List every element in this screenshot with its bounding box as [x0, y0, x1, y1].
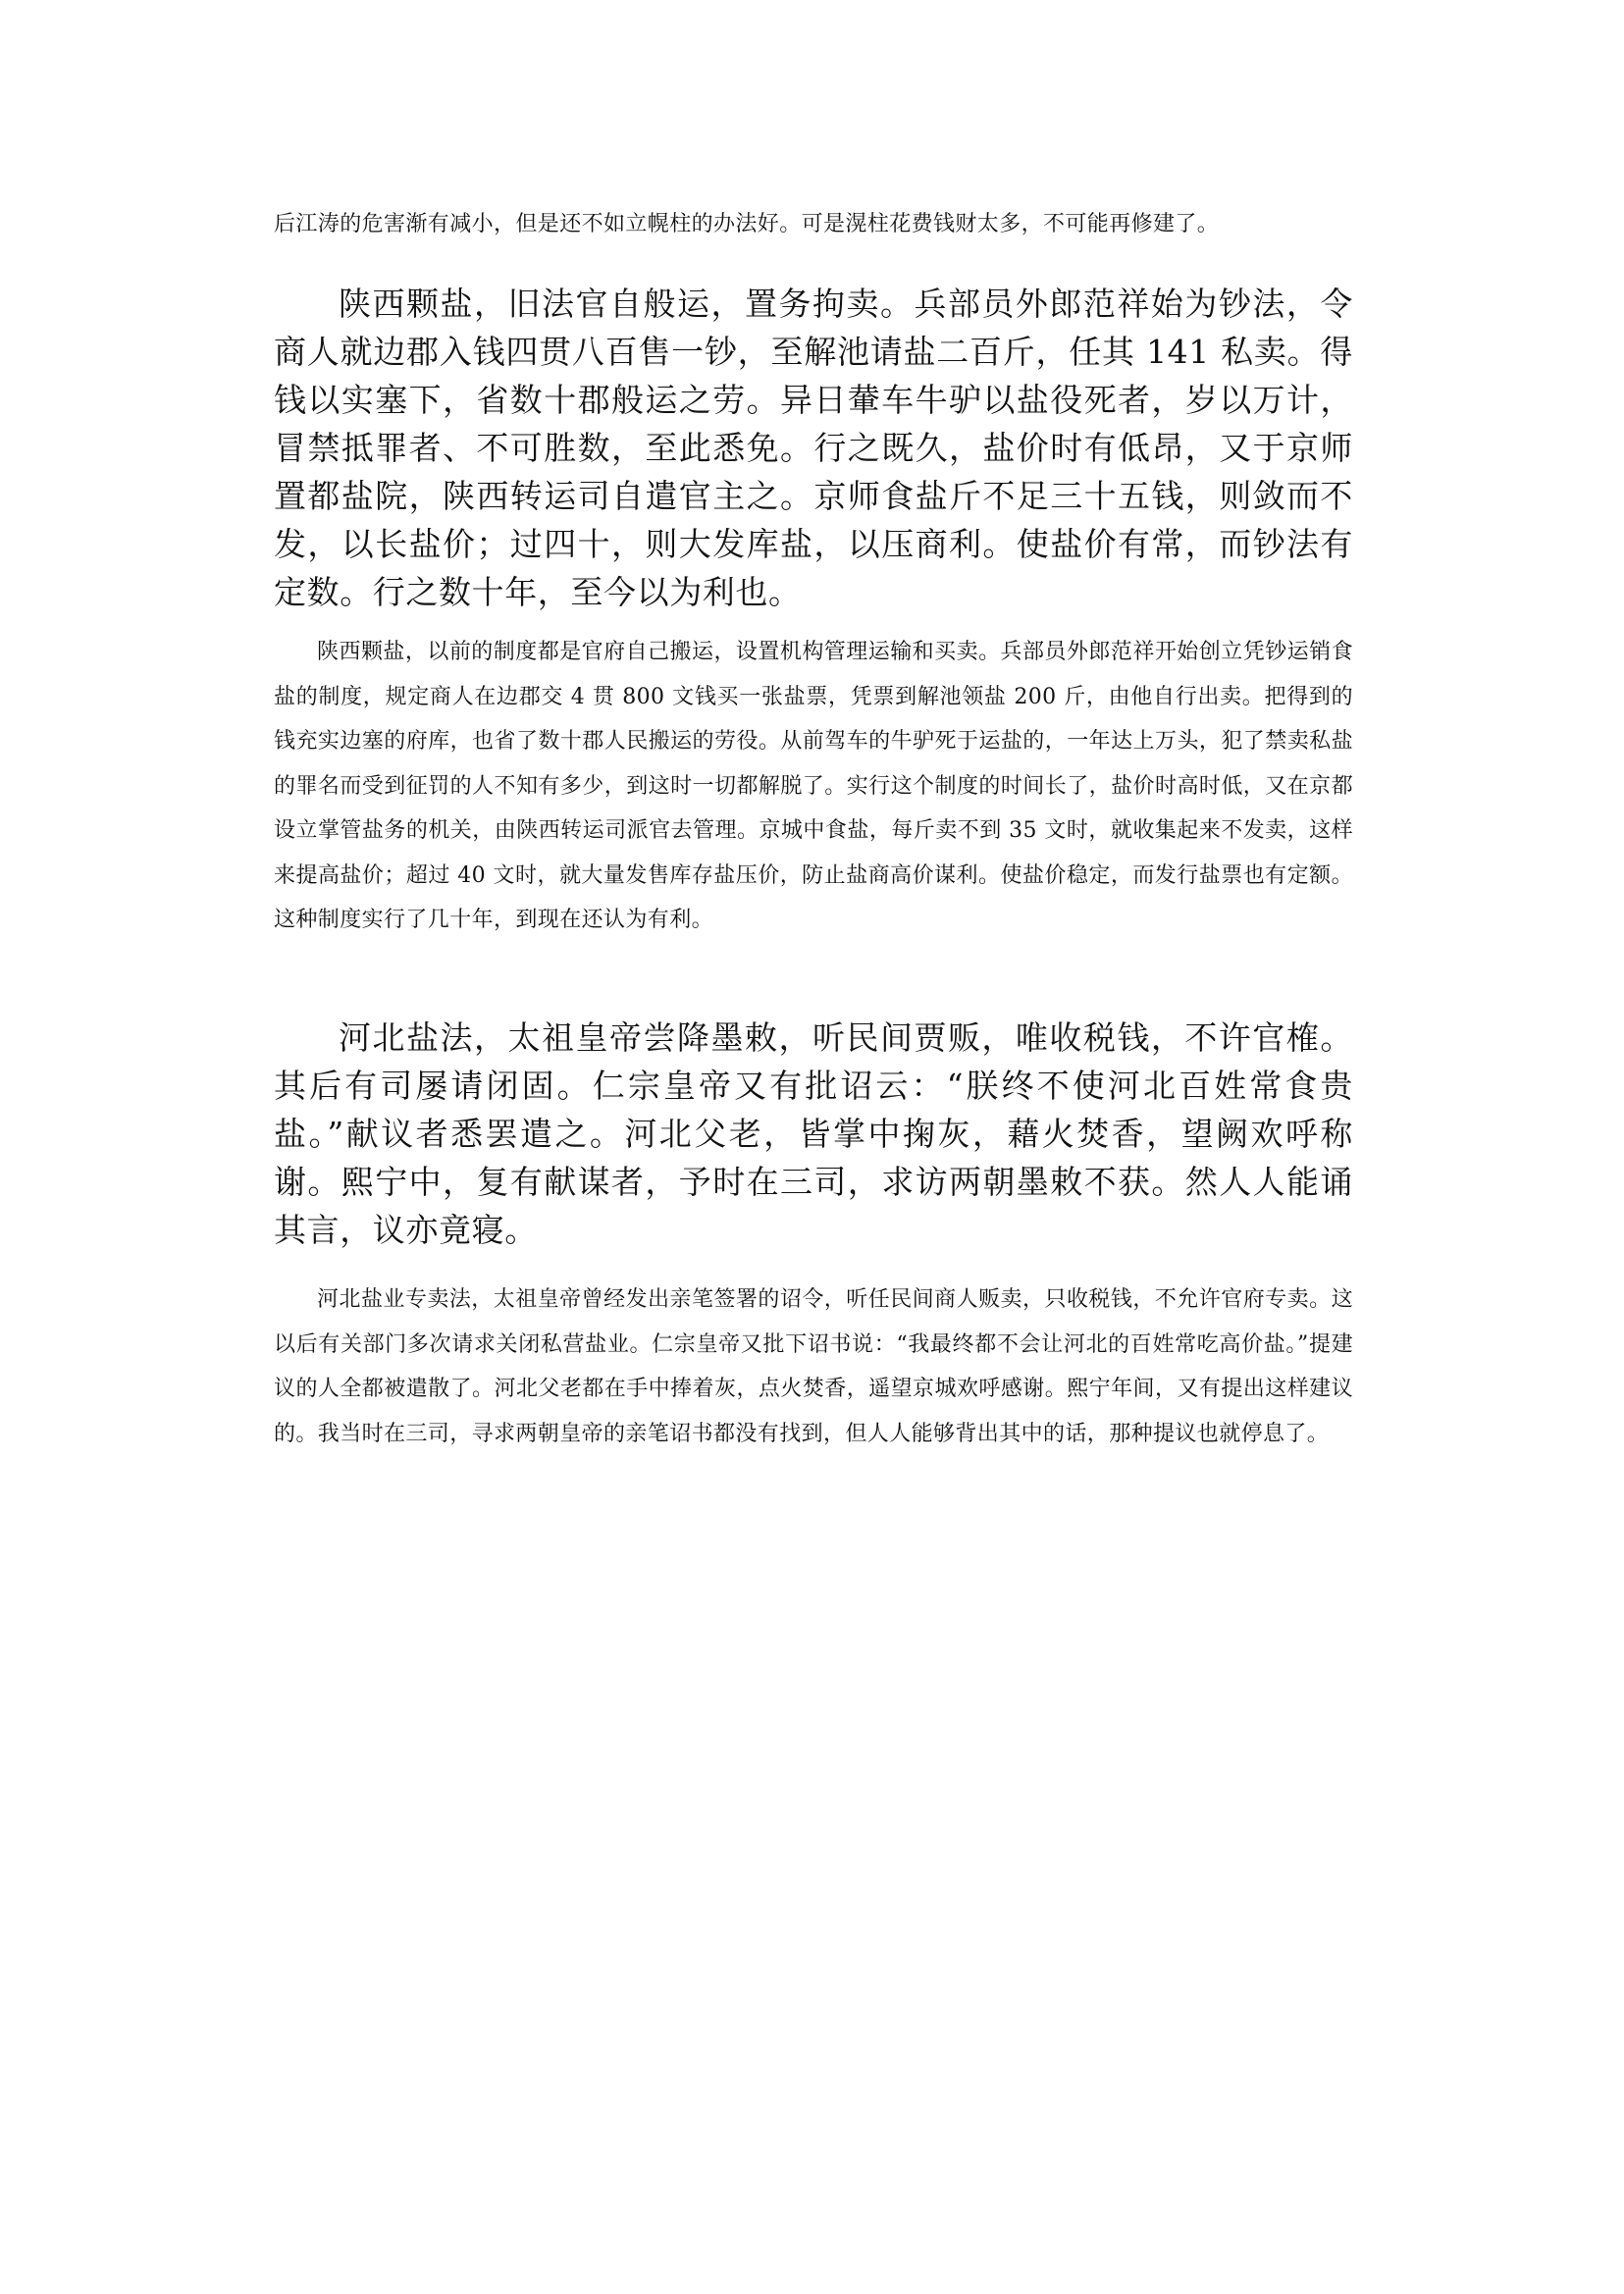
- translation-paragraph-hebei-salt: 河北盐业专卖法，太祖皇帝曾经发出亲笔签署的诏令，听任民间商人贩卖，只收税钱，不允许官府专卖。这以后有关部门多次请求关闭私营盐业。仁宗皇帝又批下诏书说：“我最终都不会让河北的百姓常吃高价盐。”提建议的人全都被遣散了。河北父老都在手中捧着灰，点火焚香，遥望京城欢呼感谢。熙宁年间，又有提出这样建议的。我当时在三司，寻求两朝皇帝的亲笔诏书都没有找到，但人人能够背出其中的话，那种提议也就停息了。: [274, 1287, 1353, 1446]
- translation-paragraph-shaanxi-salt: 陕西颗盐，以前的制度都是官府自己搬运，设置机构管理运输和买卖。兵部员外郎范祥开始创立凭钞运销食盐的制度，规定商人在边郡交 4 贯 800 文钱买一张盐票，凭票到解池领盐 200 斤，由他自行出卖。把得到的钱充实边塞的府库，也省了数十郡人民搬运的劳役。从前驾车的牛驴死于运盐的，一年达上万头，犯了禁卖私盐的罪名而受到征罚的人不知有多少，到这时一切都解脱了。实行这个制度的时间长了，盐价时高时低，又在京都设立掌管盐务的机关，由陕西转运司派官去管理。京城中食盐，每斤卖不到 35 文时，就收集起来不发卖，这样来提高盐价；超过 40 文时，就大量发售库存盐压价，防止盐商高价谋利。使盐价稳定，而发行盐票也有定额。这种制度实行了几十年，到现在还认为有利。: [274, 640, 1353, 932]
- translation-paragraph-continued: 后江涛的危害渐有减小，但是还不如立幌柱的办法好。可是滉柱花费钱财太多，不可能再修建了。: [274, 212, 1220, 236]
- original-paragraph-hebei-salt: 河北盐法，太祖皇帝尝降墨敕，听民间贾贩，唯收税钱，不许官榷。其后有司屡请闭固。仁宗皇帝又有批诏云：“朕终不使河北百姓常食贵盐。”献议者悉罢遣之。河北父老，皆掌中掬灰，藉火焚香，望阙欢呼称谢。熙宁中，复有献谋者，予时在三司，求访两朝墨敕不获。然人人能诵其言，议亦竟寝。: [274, 1018, 1353, 1249]
- original-paragraph-shaanxi-salt: 陕西颗盐，旧法官自般运，置务拘卖。兵部员外郎范祥始为钞法，令商人就边郡入钱四贯八百售一钞，至解池请盐二百斤，任其 141 私卖。得钱以实塞下，省数十郡般运之劳。异日輂车牛驴以盐役死者，岁以万计，冒禁抵罪者、不可胜数，至此悉免。行之既久，盐价时有低昂，又于京师置都盐院，陕西转运司自遣官主之。京师食盐斤不足三十五钱，则敛而不发，以长盐价；过四十，则大发库盐，以压商利。使盐价有常，而钞法有定数。行之数十年，至今以为利也。: [274, 285, 1353, 611]
